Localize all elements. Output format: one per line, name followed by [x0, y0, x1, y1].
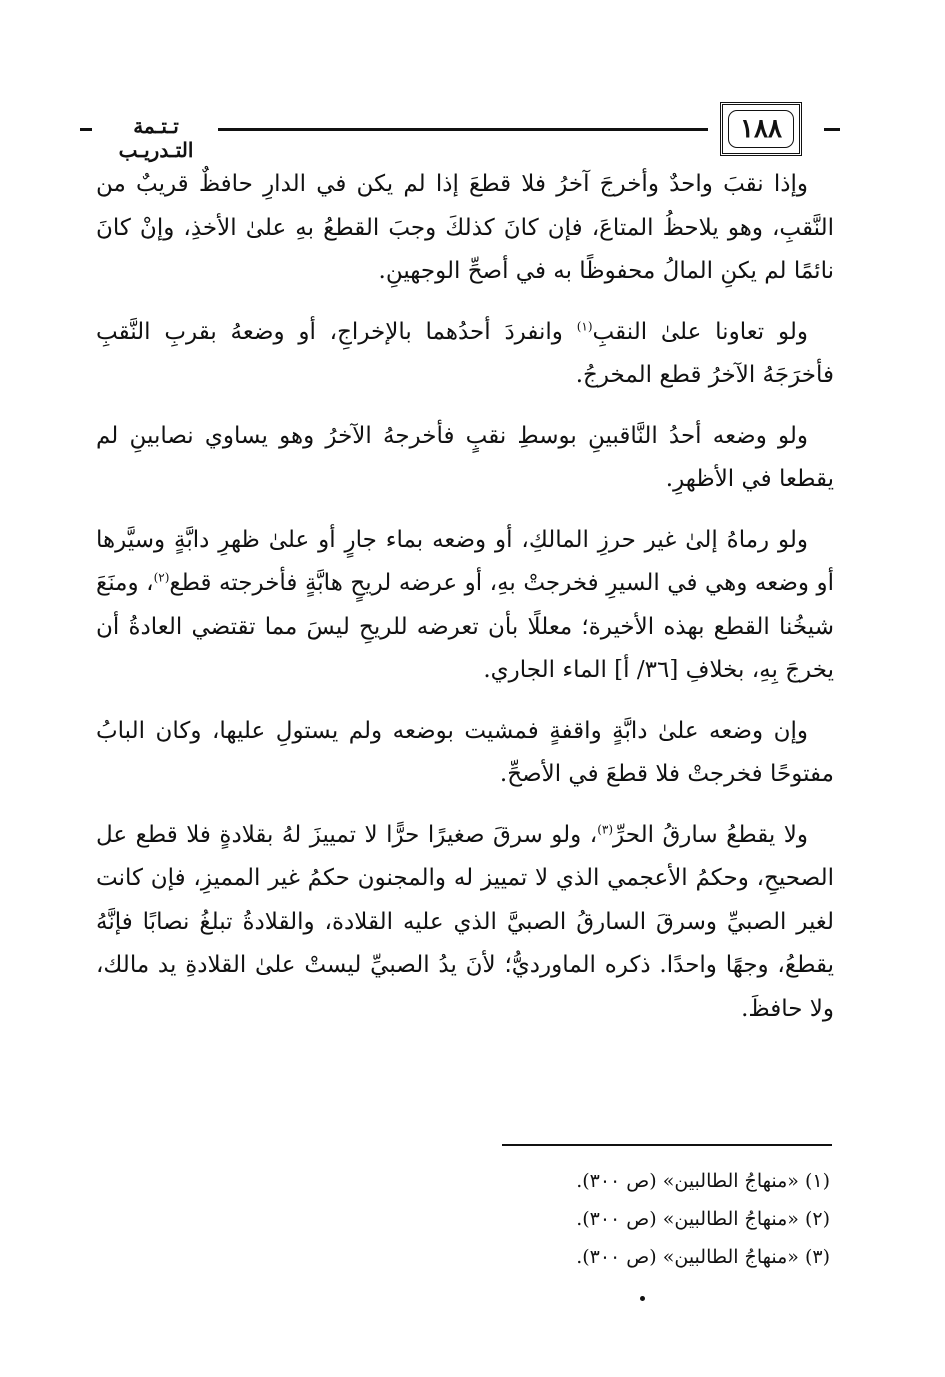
page-dot: [640, 1296, 645, 1301]
footnote: (١) «منهاجُ الطالبين» (ص ٣٠٠).: [576, 1170, 830, 1192]
paragraph: ولو تعاونا علىٰ النقبِ$^{(١)}$ وانفردَ أحدُهما بالإخراجِ، أو وضعهُ بقربِ النَّقبِ فأخرَجَهُ الآخرُ قطع المخرجُ.: [96, 318, 834, 388]
footnote-ref: (١): [576, 318, 593, 333]
paragraph: ولو رماهُ إلىٰ غير حرزِ المالكِ، أو وضعه بماء جارٍ أو علىٰ ظهرِ دابَّةٍ وسيَّرها أو وضعه وهي في السيرِ فخرجتْ بهِ، أو عرضه لريحٍ هابَّةٍ فأخرجته قطع$^{(٢)}$، ومنَعَ شيخُنا القطع بهذه الأخيرة؛ معللًا بأن تعرضه للريحِ ليسَ مما تقتضي العادةُ أن يخرجَ بِهِ، بخلافِ [٣٦/ أ] الماء الجاري.: [96, 526, 834, 683]
paragraph: وإن وضعه علىٰ دابَّةٍ واقفةٍ فمشيت بوضعه ولم يستولِ عليها، وكان البابُ مفتوحًا فخرجتْ فلا قطعَ في الأصحِّ.: [96, 717, 834, 787]
main-text: [96, 163, 834, 1048]
paragraph: ولا يقطعُ سارقُ الحرِّ$^{(٣)}$، ولو سرقَ صغيرًا حرًّا لا تمييزَ لهُ بقلادةٍ فلا قطع عل الصحيحِ، وحكمُ الأعجمي الذي لا تمييز له والمجنون حكمُ غير المميزِ، فإن كانت لغير الصبيِّ وسرقَ السارقُ الصبيَّ الذي عليه القلادة، والقلادةُ تبلغُ نصابًا فإنَّهُ يقطعُ، وجهًا واحدًا. ذكره الماورديُّ؛ لأنَ يدُ الصبيِّ ليستْ علىٰ القلادةِ يد مالك، ولا حافظَ.: [96, 821, 834, 1022]
footnote: (٢) «منهاجُ الطالبين» (ص ٣٠٠).: [576, 1208, 830, 1230]
paragraph: ولو وضعه أحدُ النَّاقبينِ بوسطِ نقبٍ فأخرجهُ الآخرُ وهو يساوي نصابينِ لم يقطعا في الأظهرِ.: [96, 422, 834, 492]
page-header: [80, 100, 840, 160]
page-number: ١٨٨: [728, 110, 794, 148]
running-title: تـتـمة التـدريـب: [118, 114, 194, 162]
header-rule-left: [80, 128, 92, 131]
footnote-ref: (٢): [153, 570, 170, 585]
footnote-ref: (٣): [597, 821, 614, 836]
footnotes: [440, 1162, 830, 1276]
paragraph: وإذا نقبَ واحدٌ وأخرجَ آخرُ فلا قطعَ إذا لم يكن في الدارِ حافظٌ قريبٌ من النَّقبِ، وهو يلاحظُ المتاعَ، فإن كانَ كذلكَ وجبَ القطعُ بهِ علىٰ الأخذِ، وإنْ كانَ نائمًا لم يكنِ المالُ محفوظًا به في أصحِّ الوجهينِ.: [96, 171, 834, 284]
footnote-separator: [502, 1144, 832, 1146]
footnote: (٣) «منهاجُ الطالبين» (ص ٣٠٠).: [576, 1246, 830, 1268]
header-rule-middle: [218, 128, 708, 131]
header-rule-right: [824, 128, 840, 131]
page-number-frame: [720, 102, 802, 156]
